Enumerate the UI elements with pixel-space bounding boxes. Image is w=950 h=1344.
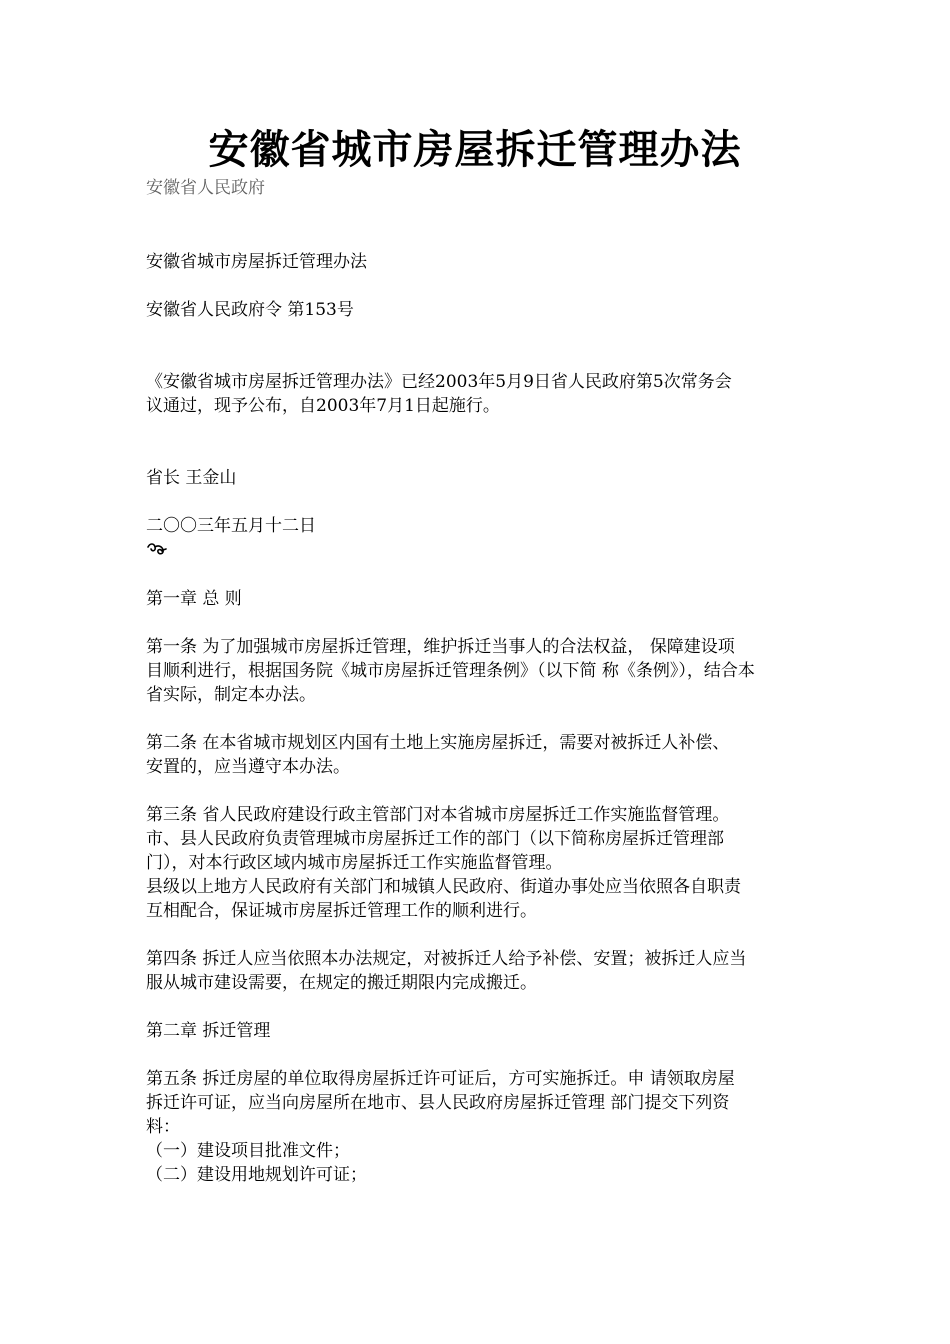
text-line: 省实际，制定本办法。 — [146, 685, 316, 705]
text-line: 服从城市建设需要，在规定的搬迁期限内完成搬迁。 — [146, 973, 537, 993]
text-line: 安置的，应当遵守本办法。 — [146, 757, 350, 777]
order-paragraph — [146, 298, 810, 322]
text-line: 拆迁许可证，应当向房屋所在地市、县人民政府房屋拆迁管理 部门提交下列资 — [146, 1093, 730, 1113]
chapter-1-title: 第一章 总 则 — [146, 589, 242, 609]
text-line: 第四条 拆迁人应当依照本办法规定，对被拆迁人给予补偿、安置；被拆迁人应当 — [146, 949, 747, 969]
text-line: 议通过，现予公布，自2003年7月1日起施行。 — [146, 396, 500, 416]
heading-paragraph — [146, 250, 810, 274]
article-3 — [146, 803, 810, 923]
chapter-2-title: 第二章 拆迁管理 — [146, 1021, 271, 1041]
article-2 — [146, 731, 810, 779]
article-4 — [146, 947, 810, 995]
text-line: 县级以上地方人民政府有关部门和城镇人民政府、街道办事处应当依照各自职责 — [146, 877, 741, 897]
text-line: （一）建设项目批准文件； — [146, 1141, 350, 1161]
document-subtitle: 安徽省人民政府 — [146, 178, 265, 198]
signer-text: 省长 王金山 — [146, 468, 237, 488]
chapter-heading — [146, 1019, 810, 1043]
text-line: 市、县人民政府负责管理城市房屋拆迁工作的部门（以下简称房屋拆迁管理部 — [146, 829, 724, 849]
article-5 — [146, 1067, 810, 1187]
ornament-glyph-icon — [146, 539, 810, 563]
text-line: 门），对本行政区域内城市房屋拆迁工作实施监督管理。 — [146, 853, 563, 873]
text-line: 互相配合，保证城市房屋拆迁管理工作的顺利进行。 — [146, 901, 537, 921]
signer-paragraph — [146, 466, 810, 490]
heading-text: 安徽省城市房屋拆迁管理办法 — [146, 252, 367, 272]
article-1 — [146, 635, 810, 707]
text-line: （二）建设用地规划许可证； — [146, 1165, 367, 1185]
date-text: 二〇〇三年五月十二日 — [146, 516, 316, 536]
text-line: 《安徽省城市房屋拆迁管理办法》已经2003年5月9日省人民政府第5次常务会 — [146, 372, 732, 392]
text-line: 第二条 在本省城市规划区内国有土地上实施房屋拆迁，需要对被拆迁人补偿、 — [146, 733, 730, 753]
text-line: 第五条 拆迁房屋的单位取得房屋拆迁许可证后，方可实施拆迁。申 请领取房屋 — [146, 1069, 735, 1089]
document-title: 安徽省城市房屋拆迁管理办法 — [208, 126, 742, 173]
chapter-heading — [146, 587, 810, 611]
order-text: 安徽省人民政府令 第153号 — [146, 300, 354, 320]
text-line: 目顺利进行，根据国务院《城市房屋拆迁管理条例》（以下简 称《条例》），结合本 — [146, 661, 755, 681]
date-paragraph — [146, 514, 810, 538]
preamble-paragraph — [146, 370, 810, 418]
text-line: 第三条 省人民政府建设行政主管部门对本省城市房屋拆迁工作实施监督管理。 — [146, 805, 730, 825]
text-line: 第一条 为了加强城市房屋拆迁管理，维护拆迁当事人的合法权益， 保障建设项 — [146, 637, 735, 657]
document-body — [146, 250, 810, 1187]
text-line: 料： — [146, 1117, 180, 1137]
